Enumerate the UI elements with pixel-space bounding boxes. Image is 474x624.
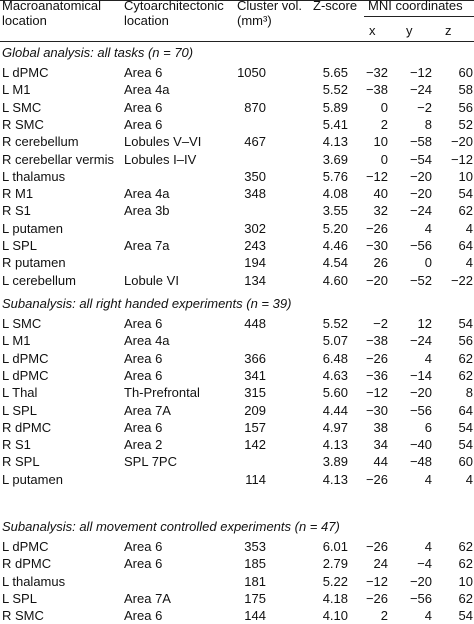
cell-macro: R cerebellum [2, 134, 79, 150]
cell-y: −20 [409, 385, 432, 401]
cell-macro: R S1 [2, 203, 31, 219]
cell-z: 54 [458, 419, 473, 435]
cell-x: −30 [365, 238, 388, 253]
cell-cluster-vol: 448 [244, 316, 266, 331]
cell-x: −32 [365, 65, 388, 80]
cell-zscore: 6.48 [322, 350, 348, 366]
cell-zscore: 4.10 [322, 608, 348, 624]
cell-zscore: 6.01 [322, 539, 348, 554]
cell-z: 10 [458, 168, 473, 184]
cell-cluster-vol: 243 [244, 238, 266, 253]
cell-zscore: 5.76 [322, 168, 348, 184]
cell-y: 4 [424, 220, 432, 236]
cell-z: 60 [458, 65, 473, 80]
cell-macro: L SMC [2, 316, 42, 331]
cell-y: −56 [409, 590, 432, 606]
cell-y: 8 [424, 116, 432, 132]
cell-x: −2 [373, 316, 388, 331]
cell-cyto: Area 6 [124, 608, 163, 624]
cell-macro: L thalamus [2, 573, 66, 589]
cell-macro: L cerebellum [2, 272, 76, 288]
cell-x: −26 [365, 590, 388, 606]
cell-cyto: Area 6 [124, 316, 163, 331]
cell-cyto: Lobule VI [124, 272, 179, 288]
cell-cyto: Area 7A [124, 402, 171, 418]
cell-y: −24 [409, 82, 432, 98]
section-title: Global analysis: all tasks (n = 70) [2, 45, 194, 60]
cell-zscore: 3.69 [322, 151, 348, 167]
header-macro-line2: location [2, 13, 47, 28]
cell-x: 0 [380, 99, 388, 115]
cell-x: −12 [365, 573, 388, 589]
cell-cyto: Lobules V–VI [124, 134, 202, 150]
cell-zscore: 4.63 [322, 367, 348, 383]
header-x: x [369, 23, 376, 38]
cell-x: −38 [365, 82, 388, 98]
cell-cluster-vol: 870 [244, 99, 266, 115]
cell-cluster-vol: 144 [244, 608, 266, 624]
cell-macro: R putamen [2, 255, 66, 271]
cell-cyto: Area 3b [124, 203, 170, 219]
cell-x: −12 [365, 168, 388, 184]
cell-z: 10 [458, 573, 473, 589]
cell-cyto: Area 6 [124, 116, 163, 132]
cell-cyto: Area 6 [124, 419, 163, 435]
cell-cluster-vol: 315 [244, 385, 266, 401]
cell-y: −24 [409, 333, 432, 349]
header-cluster-line1: Cluster vol. [237, 0, 303, 13]
cell-z: 64 [458, 402, 473, 418]
cell-x: 32 [373, 203, 388, 219]
cell-cluster-vol: 209 [244, 402, 266, 418]
cell-zscore: 5.20 [322, 220, 348, 236]
cell-x: 34 [373, 437, 388, 453]
cell-y: −14 [409, 367, 432, 383]
cell-cluster-vol: 157 [244, 419, 266, 435]
cell-x: 24 [373, 556, 388, 572]
cell-cyto: Area 6 [124, 367, 163, 383]
cell-macro: L dPMC [2, 350, 49, 366]
cell-cyto: Area 7A [124, 590, 171, 606]
cell-zscore: 4.46 [322, 238, 348, 253]
header-z: z [445, 23, 452, 38]
cell-y: 4 [424, 471, 432, 487]
cell-cyto: SPL 7PC [124, 454, 177, 470]
cell-y: 4 [424, 608, 432, 624]
cell-z: −12 [450, 151, 473, 167]
cell-macro: L SMC [2, 99, 42, 115]
mni-subheader-rule [364, 16, 474, 17]
cell-y: −48 [409, 454, 432, 470]
cell-zscore: 5.52 [322, 82, 348, 98]
cell-z: 56 [458, 99, 473, 115]
cell-macro: L dPMC [2, 539, 49, 554]
cell-z: 62 [458, 556, 473, 572]
cell-x: −38 [365, 333, 388, 349]
header-cyto-line1: Cytoarchitectonic [124, 0, 224, 13]
cell-macro: L SPL [2, 238, 37, 253]
cell-cyto: Area 4a [124, 333, 170, 349]
header-cyto-line2: location [124, 13, 169, 28]
cell-x: 10 [373, 134, 388, 150]
cell-macro: R dPMC [2, 556, 52, 572]
cell-z: 54 [458, 608, 473, 624]
cell-cluster-vol: 348 [244, 186, 266, 202]
cell-cluster-vol: 181 [244, 573, 266, 589]
cell-z: 54 [458, 186, 473, 202]
cell-y: −20 [409, 168, 432, 184]
cell-z: −20 [450, 134, 473, 150]
cell-macro: L Thal [2, 385, 38, 401]
cell-cyto: Area 6 [124, 350, 163, 366]
cell-y: −2 [417, 99, 432, 115]
cell-x: 0 [380, 151, 388, 167]
cell-zscore: 5.65 [322, 65, 348, 80]
cell-zscore: 4.54 [322, 255, 348, 271]
cell-x: 26 [373, 255, 388, 271]
cell-zscore: 4.60 [322, 272, 348, 288]
cell-x: −26 [365, 220, 388, 236]
cell-zscore: 2.79 [322, 556, 348, 572]
cell-cluster-vol: 114 [245, 471, 266, 487]
cell-z: 60 [458, 454, 473, 470]
cell-z: 62 [458, 539, 473, 554]
cell-cluster-vol: 175 [244, 590, 266, 606]
cell-cluster-vol: 350 [244, 168, 266, 184]
cell-z: 56 [458, 333, 473, 349]
header-y: y [406, 23, 413, 38]
cell-cluster-vol: 467 [244, 134, 266, 150]
cell-cyto: Lobules I–IV [124, 151, 197, 167]
cell-z: 62 [458, 350, 473, 366]
cell-z: 4 [465, 255, 473, 271]
cell-macro: R cerebellar vermis [2, 151, 114, 167]
cell-macro: R M1 [2, 186, 34, 202]
cell-cluster-vol: 1050 [237, 65, 266, 80]
cell-y: −20 [409, 186, 432, 202]
cell-y: 12 [417, 316, 432, 331]
cell-zscore: 4.18 [322, 590, 348, 606]
cell-cyto: Area 7a [124, 238, 170, 253]
cell-cluster-vol: 366 [244, 350, 266, 366]
cell-macro: L SPL [2, 402, 37, 418]
section-title: Subanalysis: all right handed experiments (n = 39) [2, 296, 292, 311]
cell-x: −26 [365, 350, 388, 366]
cell-y: −40 [409, 437, 432, 453]
header-mni: MNI coordinates [368, 0, 463, 13]
header-bottom-rule [0, 41, 474, 42]
cell-zscore: 5.22 [322, 573, 348, 589]
cell-z: 62 [458, 367, 473, 383]
cell-x: 2 [380, 608, 388, 624]
cell-macro: L SPL [2, 590, 37, 606]
cell-y: −24 [409, 203, 432, 219]
cell-cyto: Area 6 [124, 65, 163, 80]
cell-cyto: Area 2 [124, 437, 163, 453]
cell-y: −4 [417, 556, 432, 572]
cell-macro: R dPMC [2, 419, 52, 435]
cell-cyto: Area 6 [124, 99, 163, 115]
header-macro-line1: Macroanatomical [2, 0, 101, 13]
cell-macro: L putamen [2, 471, 63, 487]
cell-zscore: 4.08 [322, 186, 348, 202]
cell-x: 2 [380, 116, 388, 132]
cell-cyto: Area 4a [124, 186, 170, 202]
cell-macro: L putamen [2, 220, 63, 236]
cell-y: −54 [409, 151, 432, 167]
cell-macro: L M1 [2, 82, 31, 98]
cell-zscore: 4.13 [322, 134, 348, 150]
header-zscore: Z-score [313, 0, 358, 13]
cell-macro: L dPMC [2, 65, 49, 80]
cell-cluster-vol: 353 [244, 539, 266, 554]
cell-z: −22 [450, 272, 473, 288]
cell-z: 54 [458, 437, 473, 453]
cell-zscore: 5.41 [322, 116, 348, 132]
cell-x: −26 [365, 471, 388, 487]
cell-cluster-vol: 302 [244, 220, 266, 236]
cell-macro: L M1 [2, 333, 31, 349]
cell-x: −36 [365, 367, 388, 383]
cell-z: 62 [458, 203, 473, 219]
cell-macro: L thalamus [2, 168, 66, 184]
cell-macro: R SMC [2, 608, 44, 624]
cell-cluster-vol: 194 [244, 255, 266, 271]
cell-zscore: 5.89 [322, 99, 348, 115]
cell-x: −12 [365, 385, 388, 401]
cell-x: −26 [365, 539, 388, 554]
cell-y: −56 [409, 402, 432, 418]
cell-z: 8 [465, 385, 473, 401]
cell-y: −52 [409, 272, 432, 288]
cell-y: −12 [409, 65, 432, 80]
cell-x: 38 [373, 419, 388, 435]
cell-zscore: 4.13 [322, 471, 348, 487]
cell-x: 40 [373, 186, 388, 202]
cell-zscore: 4.44 [322, 402, 348, 418]
cell-y: 6 [424, 419, 432, 435]
cell-x: 44 [373, 454, 388, 470]
cell-y: −20 [409, 573, 432, 589]
cell-zscore: 4.97 [322, 419, 348, 435]
cell-z: 52 [458, 116, 473, 132]
cell-macro: R S1 [2, 437, 31, 453]
cell-y: 0 [424, 255, 432, 271]
cell-cyto: Area 4a [124, 82, 170, 98]
cell-cluster-vol: 134 [244, 272, 266, 288]
cell-y: 4 [424, 350, 432, 366]
cell-macro: R SPL [2, 454, 40, 470]
cell-z: 4 [465, 220, 473, 236]
cell-zscore: 3.55 [322, 203, 348, 219]
cell-macro: L dPMC [2, 367, 49, 383]
cell-x: −30 [365, 402, 388, 418]
cell-zscore: 3.89 [322, 454, 348, 470]
cell-zscore: 5.52 [322, 316, 348, 331]
cell-cyto: Area 6 [124, 556, 163, 572]
cell-z: 64 [458, 238, 473, 253]
cell-y: −56 [409, 238, 432, 253]
cell-zscore: 5.07 [322, 333, 348, 349]
cell-zscore: 5.60 [322, 385, 348, 401]
cell-cluster-vol: 142 [244, 437, 266, 453]
cell-x: −20 [365, 272, 388, 288]
cell-macro: R SMC [2, 116, 44, 132]
cell-y: 4 [424, 539, 432, 554]
cell-cluster-vol: 341 [244, 367, 266, 383]
cell-z: 4 [465, 471, 473, 487]
cell-z: 62 [458, 590, 473, 606]
cell-cluster-vol: 185 [244, 556, 266, 572]
cell-y: −58 [409, 134, 432, 150]
cell-z: 54 [458, 316, 473, 331]
cell-cyto: Area 6 [124, 539, 163, 554]
cell-z: 58 [458, 82, 473, 98]
cell-zscore: 4.13 [322, 437, 348, 453]
cell-cyto: Th-Prefrontal [124, 385, 200, 401]
section-title: Subanalysis: all movement controlled experiments (n = 47) [2, 519, 340, 534]
header-cluster-line2: (mm³) [237, 13, 272, 28]
